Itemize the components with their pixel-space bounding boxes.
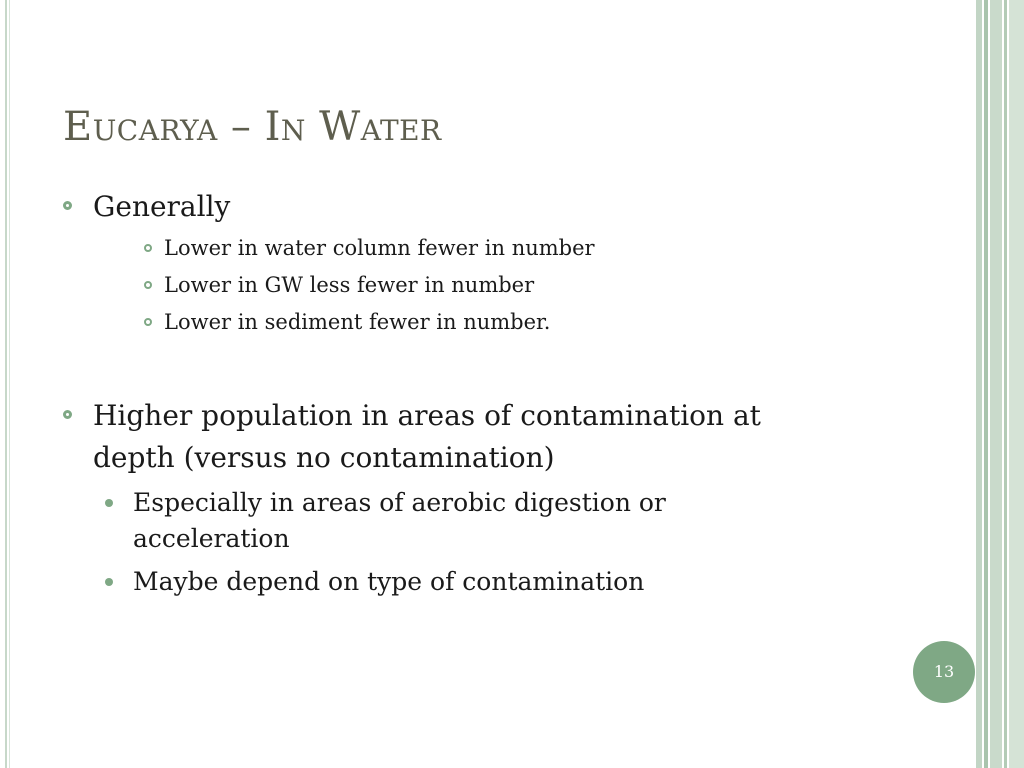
ring-bullet-icon [144,318,152,326]
left-border-rule [5,0,7,768]
bullet-item [63,186,843,228]
ring-bullet-icon [63,410,72,419]
ring-bullet-icon [144,281,152,289]
sub-bullet-item [144,234,595,262]
right-decor-stripe [976,0,982,768]
bullet-text: Higher population in areas of contamination at depth (versus no contamination) [93,399,761,474]
page-number-badge: 13 [913,641,975,703]
ring-bullet-icon [63,201,72,210]
dot-bullet-icon [105,499,113,507]
bullet-item [63,395,843,479]
left-border-rule-inner [9,0,10,768]
right-decor-stripe [984,0,988,768]
sub-bullet-item [144,308,550,336]
sub-bullet-text: Lower in GW less fewer in number [164,273,535,297]
ring-bullet-icon [144,244,152,252]
dot-bullet-icon [105,578,113,586]
sub-bullet-item [144,271,534,299]
right-decor-stripe [990,0,1002,768]
sub-bullet-item [105,485,745,557]
sub-bullet-text: Maybe depend on type of contamination [133,567,645,596]
sub-bullet-text: Lower in sediment fewer in number. [164,310,551,334]
sub-bullet-text: Especially in areas of aerobic digestion or acceleration [133,488,666,553]
right-decor-stripe [1009,0,1024,768]
bullet-text: Generally [93,190,231,223]
slide-title: Eucarya – In Water [63,104,442,150]
sub-bullet-item [105,564,745,600]
sub-bullet-text: Lower in water column fewer in number [164,236,595,260]
right-decor-stripe [1004,0,1007,768]
